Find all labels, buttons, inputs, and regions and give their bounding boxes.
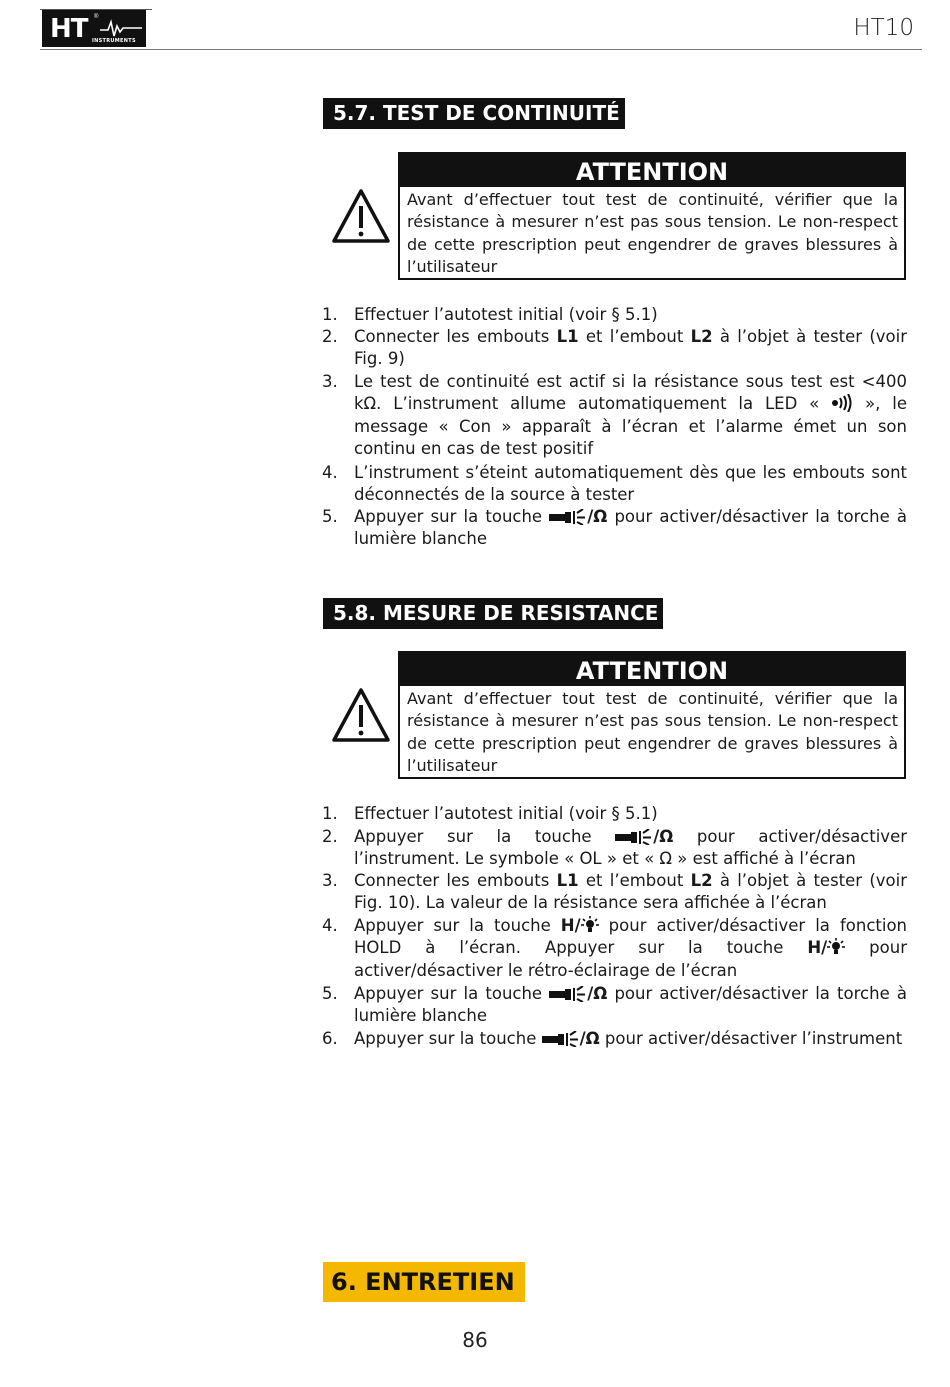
list-item: 2. Connecter les embouts L1 et l’embout L2 à l’objet à tester (voir Fig. 9) <box>322 327 908 369</box>
torch-icon <box>542 1031 580 1047</box>
list-item: 4. L’instrument s’éteint automatiquement dès que les embouts sont déconnectés de la source à tester <box>322 463 907 505</box>
warning-triangle-icon <box>331 188 391 244</box>
model-name: HT10 <box>853 15 914 41</box>
section-title-5-8: 5.8. MESURE DE RESISTANCE <box>323 598 663 629</box>
attention-heading: ATTENTION <box>400 653 904 686</box>
section-title-6: 6. ENTRETIEN <box>323 1262 525 1302</box>
list-item: 2. Appuyer sur la touche /Ω pour activer/désactiver l’instrument. Le symbole « OL » et « Ω » est affiché à l’écran <box>322 827 908 869</box>
logo-text: HT <box>50 14 88 44</box>
list-item: 5. Appuyer sur la touche /Ω pour activer/désactiver la torche à lumière blanche <box>322 507 907 549</box>
list-item: 3. Connecter les embouts L1 et l’embout L2 à l’objet à tester (voir Fig. 10). La valeur de la résistance sera affichée à l’écran <box>322 871 908 913</box>
attention-box <box>398 152 906 280</box>
waveform-icon <box>100 18 142 38</box>
warning-triangle-icon <box>331 687 391 743</box>
registered-mark: ® <box>94 14 99 20</box>
logo-subtext: INSTRUMENTS <box>92 38 136 44</box>
buzzer-icon <box>831 394 853 412</box>
list-item: 6. Appuyer sur la touche /Ω pour activer/désactiver l’instrument <box>322 1029 903 1048</box>
attention-heading: ATTENTION <box>400 154 904 187</box>
list-item: 5. Appuyer sur la touche /Ω pour activer/désactiver la torche à lumière blanche <box>322 984 907 1026</box>
torch-icon <box>549 986 587 1002</box>
attention-text: Avant d’effectuer tout test de continuité, vérifier que la résistance à mesurer n’est pas sous tension. Le non-respect de cette prescription peut engendrer de graves blessures à l’utilisateur <box>407 689 898 775</box>
attention-box <box>398 651 906 779</box>
torch-icon <box>615 829 653 845</box>
attention-text: Avant d’effectuer tout test de continuité, vérifier que la résistance à mesurer n’est pas sous tension. Le non-respect de cette prescription peut engendrer de graves blessures à l’utilisateur <box>407 190 898 276</box>
list-item: 3. Le test de continuité est actif si la résistance sous test est <400 kΩ. L’instrument allume automatiquement la LED « », le message « Con » apparaît à l’écran et l’alarme émet un son continu en cas de test positif <box>322 372 907 459</box>
list-item: 4. Appuyer sur la touche H/ pour activer/désactiver la fonction HOLD à l’écran. Appuyer sur la touche H/ pour activer/désactiver le rétro-éclairage de l’écran <box>322 916 907 980</box>
backlight-icon <box>827 938 845 956</box>
section-title-5-7: 5.7. TEST DE CONTINUITÉ <box>323 98 625 129</box>
header-rule <box>40 49 922 50</box>
list-item: 1. Effectuer l’autotest initial (voir § 5.1) <box>322 305 658 324</box>
backlight-icon <box>581 916 599 934</box>
page-number: 86 <box>462 1328 488 1352</box>
ht-logo <box>42 10 146 47</box>
torch-icon <box>549 509 587 525</box>
list-item: 1. Effectuer l’autotest initial (voir § 5.1) <box>322 804 658 823</box>
